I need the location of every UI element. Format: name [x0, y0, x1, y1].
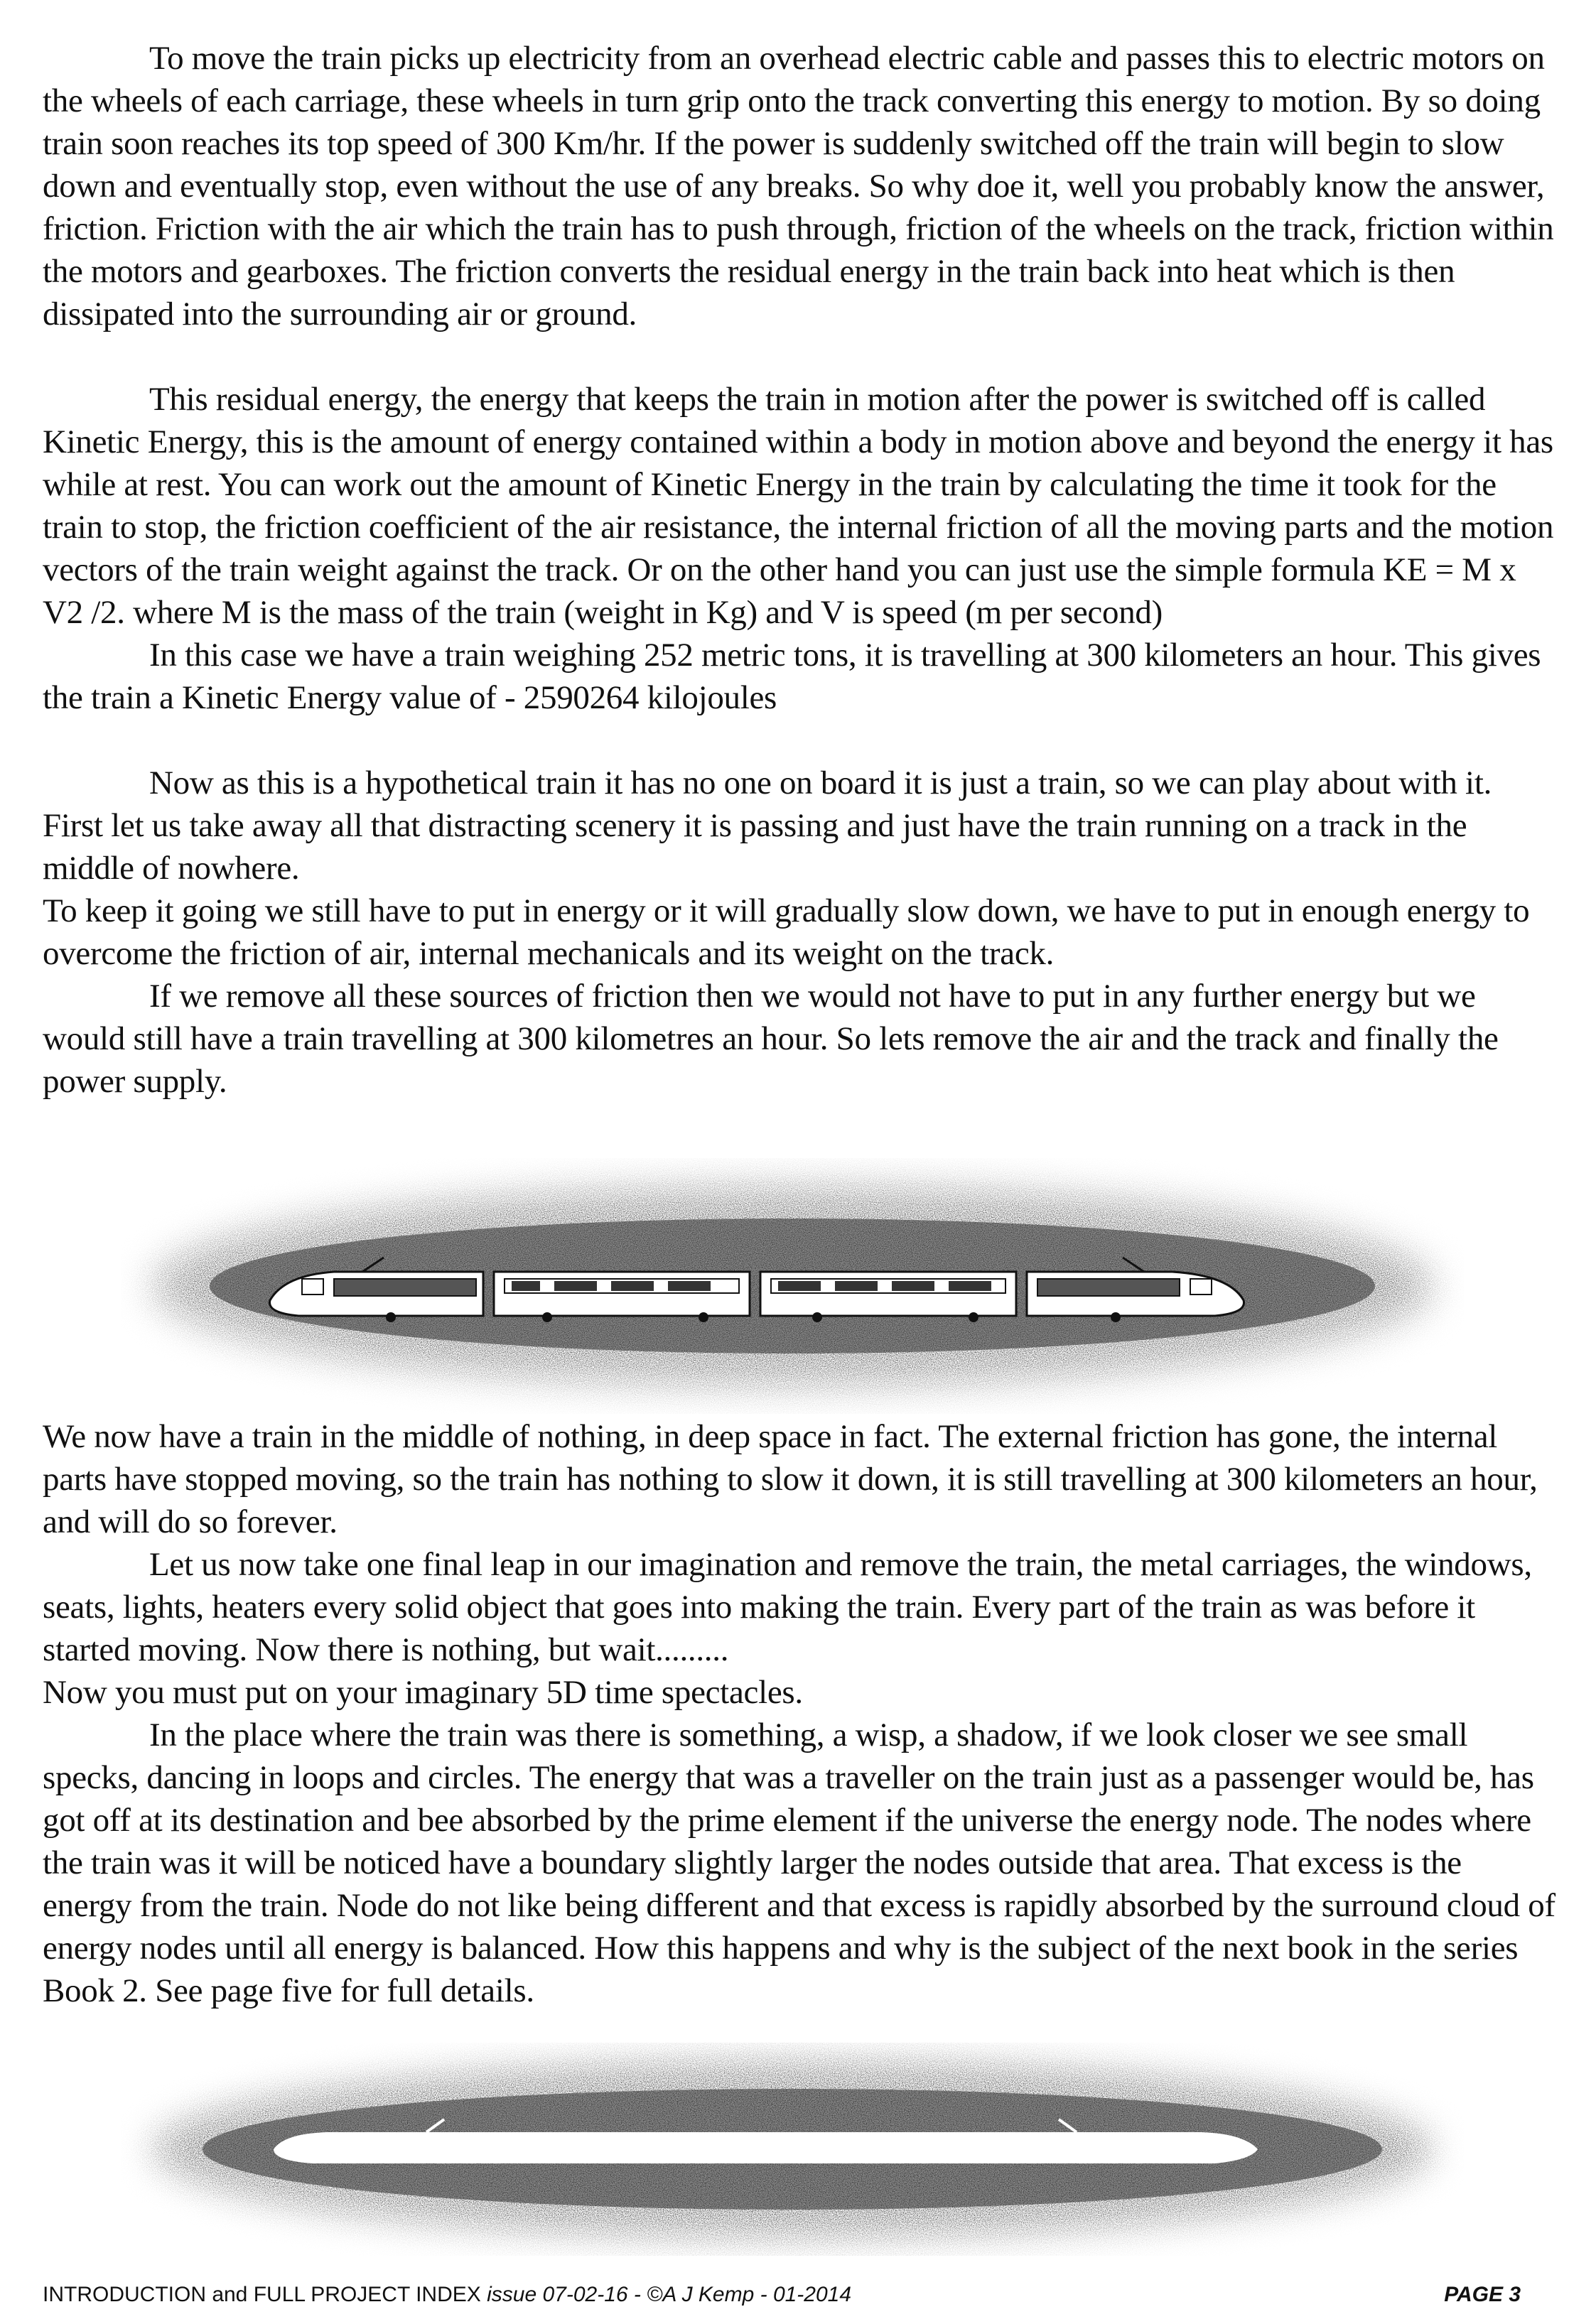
train-in-space-illustration: [121, 1158, 1464, 1414]
footer-issue: issue 07-02-16 - ©A J Kemp - 01-2014: [487, 2283, 852, 2306]
body-text-middle: [43, 1415, 1556, 2012]
paragraph-hypothetical-train: Now as this is a hypothetical train it has no one on board it is just a train, so we can play about with it. First let us take away all that distracting scenery it is passing and just have the train running on a track in the middle of nowhere.: [43, 764, 1492, 887]
paragraph-spacer: [43, 719, 1556, 762]
paragraph-train-weight: In this case we have a train weighing 252 metric tons, it is travelling at 300 kilometers an hour. This gives the train a Kinetic Energy value of - 2590264 kilojoules: [43, 637, 1541, 716]
paragraph-spectacles: Now you must put on your imaginary 5D time spectacles.: [43, 1674, 803, 1711]
train-silhouette-icon: [274, 2132, 1258, 2163]
paragraph-energy-nodes: In the place where the train was there is something, a wisp, a shadow, if we look closer we see small specks, dancing in loops and circles. The energy that was a traveller on the train just as a passenger would be, has got off at its destination and bee absorbed by the prime element if the universe the energy node. The nodes where the train was it will be noticed have a boundary slightly larger the nodes outside that area. That excess is the energy from the train. Node do not like being different and that excess is rapidly absorbed by the surround cloud of energy nodes until all energy is balanced. How this happens and why is the subject of the next book in the series Book 2. See page five for full details.: [43, 1717, 1555, 2009]
paragraph-spacer: [43, 335, 1556, 378]
paragraph-remove-friction: If we remove all these sources of friction then we would not have to put in any further energy but we would still have a train travelling at 300 kilometres an hour. So lets remove the air and the track and finally the power supply.: [43, 978, 1499, 1100]
body-text-top: [43, 37, 1556, 1103]
footer-title: INTRODUCTION and FULL PROJECT INDEX: [43, 2283, 481, 2306]
page-footer: [43, 2282, 1521, 2308]
paragraph-keep-going: To keep it going we still have to put in energy or it will gradually slow down, we have to put in enough energy to overcome the friction of air, internal mechanicals and its weight on the track.: [43, 892, 1530, 972]
page-number: PAGE 3: [1444, 2283, 1521, 2306]
paragraph-remove-train: Let us now take one final leap in our imagination and remove the train, the metal carriages, the windows, seats, lights, heaters every solid object that goes into making the train. Every part of the train as was before it started moving. Now there is nothing, but wait.........: [43, 1546, 1532, 1668]
train-ghost-illustration: [121, 2043, 1464, 2256]
paragraph-kinetic-energy: This residual energy, the energy that keeps the train in motion after the power is switched off is called Kinetic Energy, this is the amount of energy contained within a body in motion above and beyond the energy it has while at rest. You can work out the amount of Kinetic Energy in the train by calculating the time it took for the train to stop, the friction coefficient of the air resistance, the internal friction of all the moving parts and the motion vectors of the train weight against the track. Or on the other hand you can just use the simple formula KE = M x V2 /2. where M is the mass of the train (weight in Kg) and V is speed (m per second): [43, 381, 1554, 631]
paragraph-deep-space: We now have a train in the middle of nothing, in deep space in fact. The external friction has gone, the internal parts have stopped moving, so the train has nothing to slow it down, it is still travelling at 300 kilometers an hour, and will do so forever.: [43, 1418, 1538, 1540]
paragraph-friction: To move the train picks up electricity from an overhead electric cable and passes this to electric motors on the wheels of each carriage, these wheels in turn grip onto the track converting this energy to motion. By so doing train soon reaches its top speed of 300 Km/hr. If the power is suddenly switched off the train will begin to slow down and eventually stop, even without the use of any breaks. So why doe it, well you probably know the answer, friction. Friction with the air which the train has to push through, friction of the wheels on the track, friction within the motors and gearboxes. The friction converts the residual energy in the train back into heat which is then dissipated into the surrounding air or ground.: [43, 40, 1554, 333]
